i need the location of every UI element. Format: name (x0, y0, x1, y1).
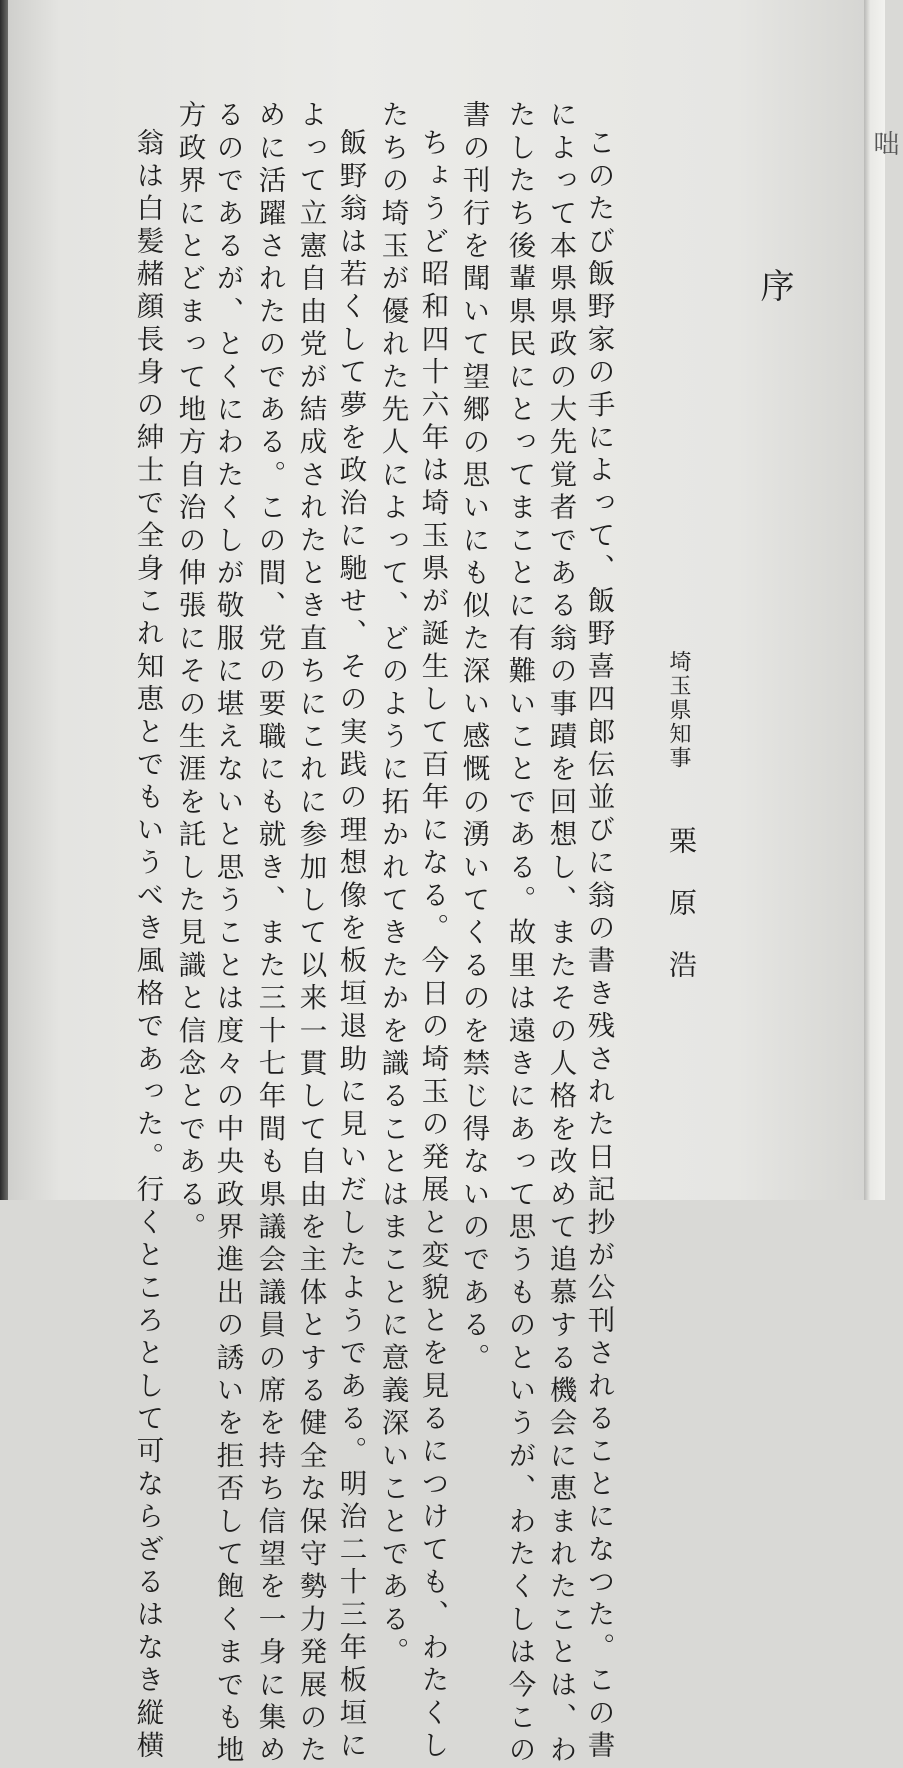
adjacent-page-edge (864, 0, 899, 1200)
text-column: るのであるが、とくにわたくしが敬服に堪えないと思うことは度々の中央政界進出の誘いを拒否して飽くまでも地 (211, 100, 244, 1768)
text-column: よって立憲自由党が結成されたとき直ちにこれに参加して以来一貫して自由を主体とする健全な保守勢力発展のた (294, 100, 327, 1768)
text-column: ちょうど昭和四十六年は埼玉県が誕生して百年になる。今日の埼玉の発展と変貌とを見るにつけても、わたくし (416, 128, 449, 1763)
author-title: 埼玉県知事 (666, 650, 691, 770)
text-column: 翁は白髪赭顔長身の紳士で全身これ知恵とでもいうべき風格であった。行くところとして可ならざるはなき縦横 (131, 128, 164, 1763)
text-column: 方政界にとどまって地方自治の伸張にその生涯を託した見識と信念とである。 (173, 100, 206, 1245)
text-column: 飯野翁は若くして夢を政治に馳せ、その実践の理想像を板垣退助に見いだしたようである。明治二十三年板垣に (334, 128, 367, 1763)
text-column: によって本県県政の大先覚者である翁の事蹟を回想し、またその人格を改めて追慕する機会に恵まれたことは、わ (544, 100, 577, 1768)
text-column: たしたち後輩県民にとってまことに有難いことである。故里は遠きにあって思うものというが、わたくしは今この (503, 100, 536, 1768)
page-title: 序 (754, 268, 794, 302)
author-name: 栗原浩 (665, 826, 698, 1012)
text-column: このたび飯野家の手によって、飯野喜四郎伝並びに翁の書き残された日記抄が公刊されることになつた。この書 (582, 128, 615, 1763)
text-column: めに活躍されたのである。この間、党の要職にも就き、また三十七年間も県議会議員の席を持ち信望を一身に集め (253, 100, 286, 1768)
binding-gutter (0, 0, 8, 1200)
text-column: 書の刊行を聞いて望郷の思いにも似た深い感慨の湧いてくるのを禁じ得ないのである。 (457, 100, 490, 1376)
adjacent-page-fragment: 咄 (869, 130, 899, 158)
text-column: たちの埼玉が優れた先人によって、どのように拓かれてきたかを識ることはまことに意義深いことである。 (376, 100, 409, 1670)
